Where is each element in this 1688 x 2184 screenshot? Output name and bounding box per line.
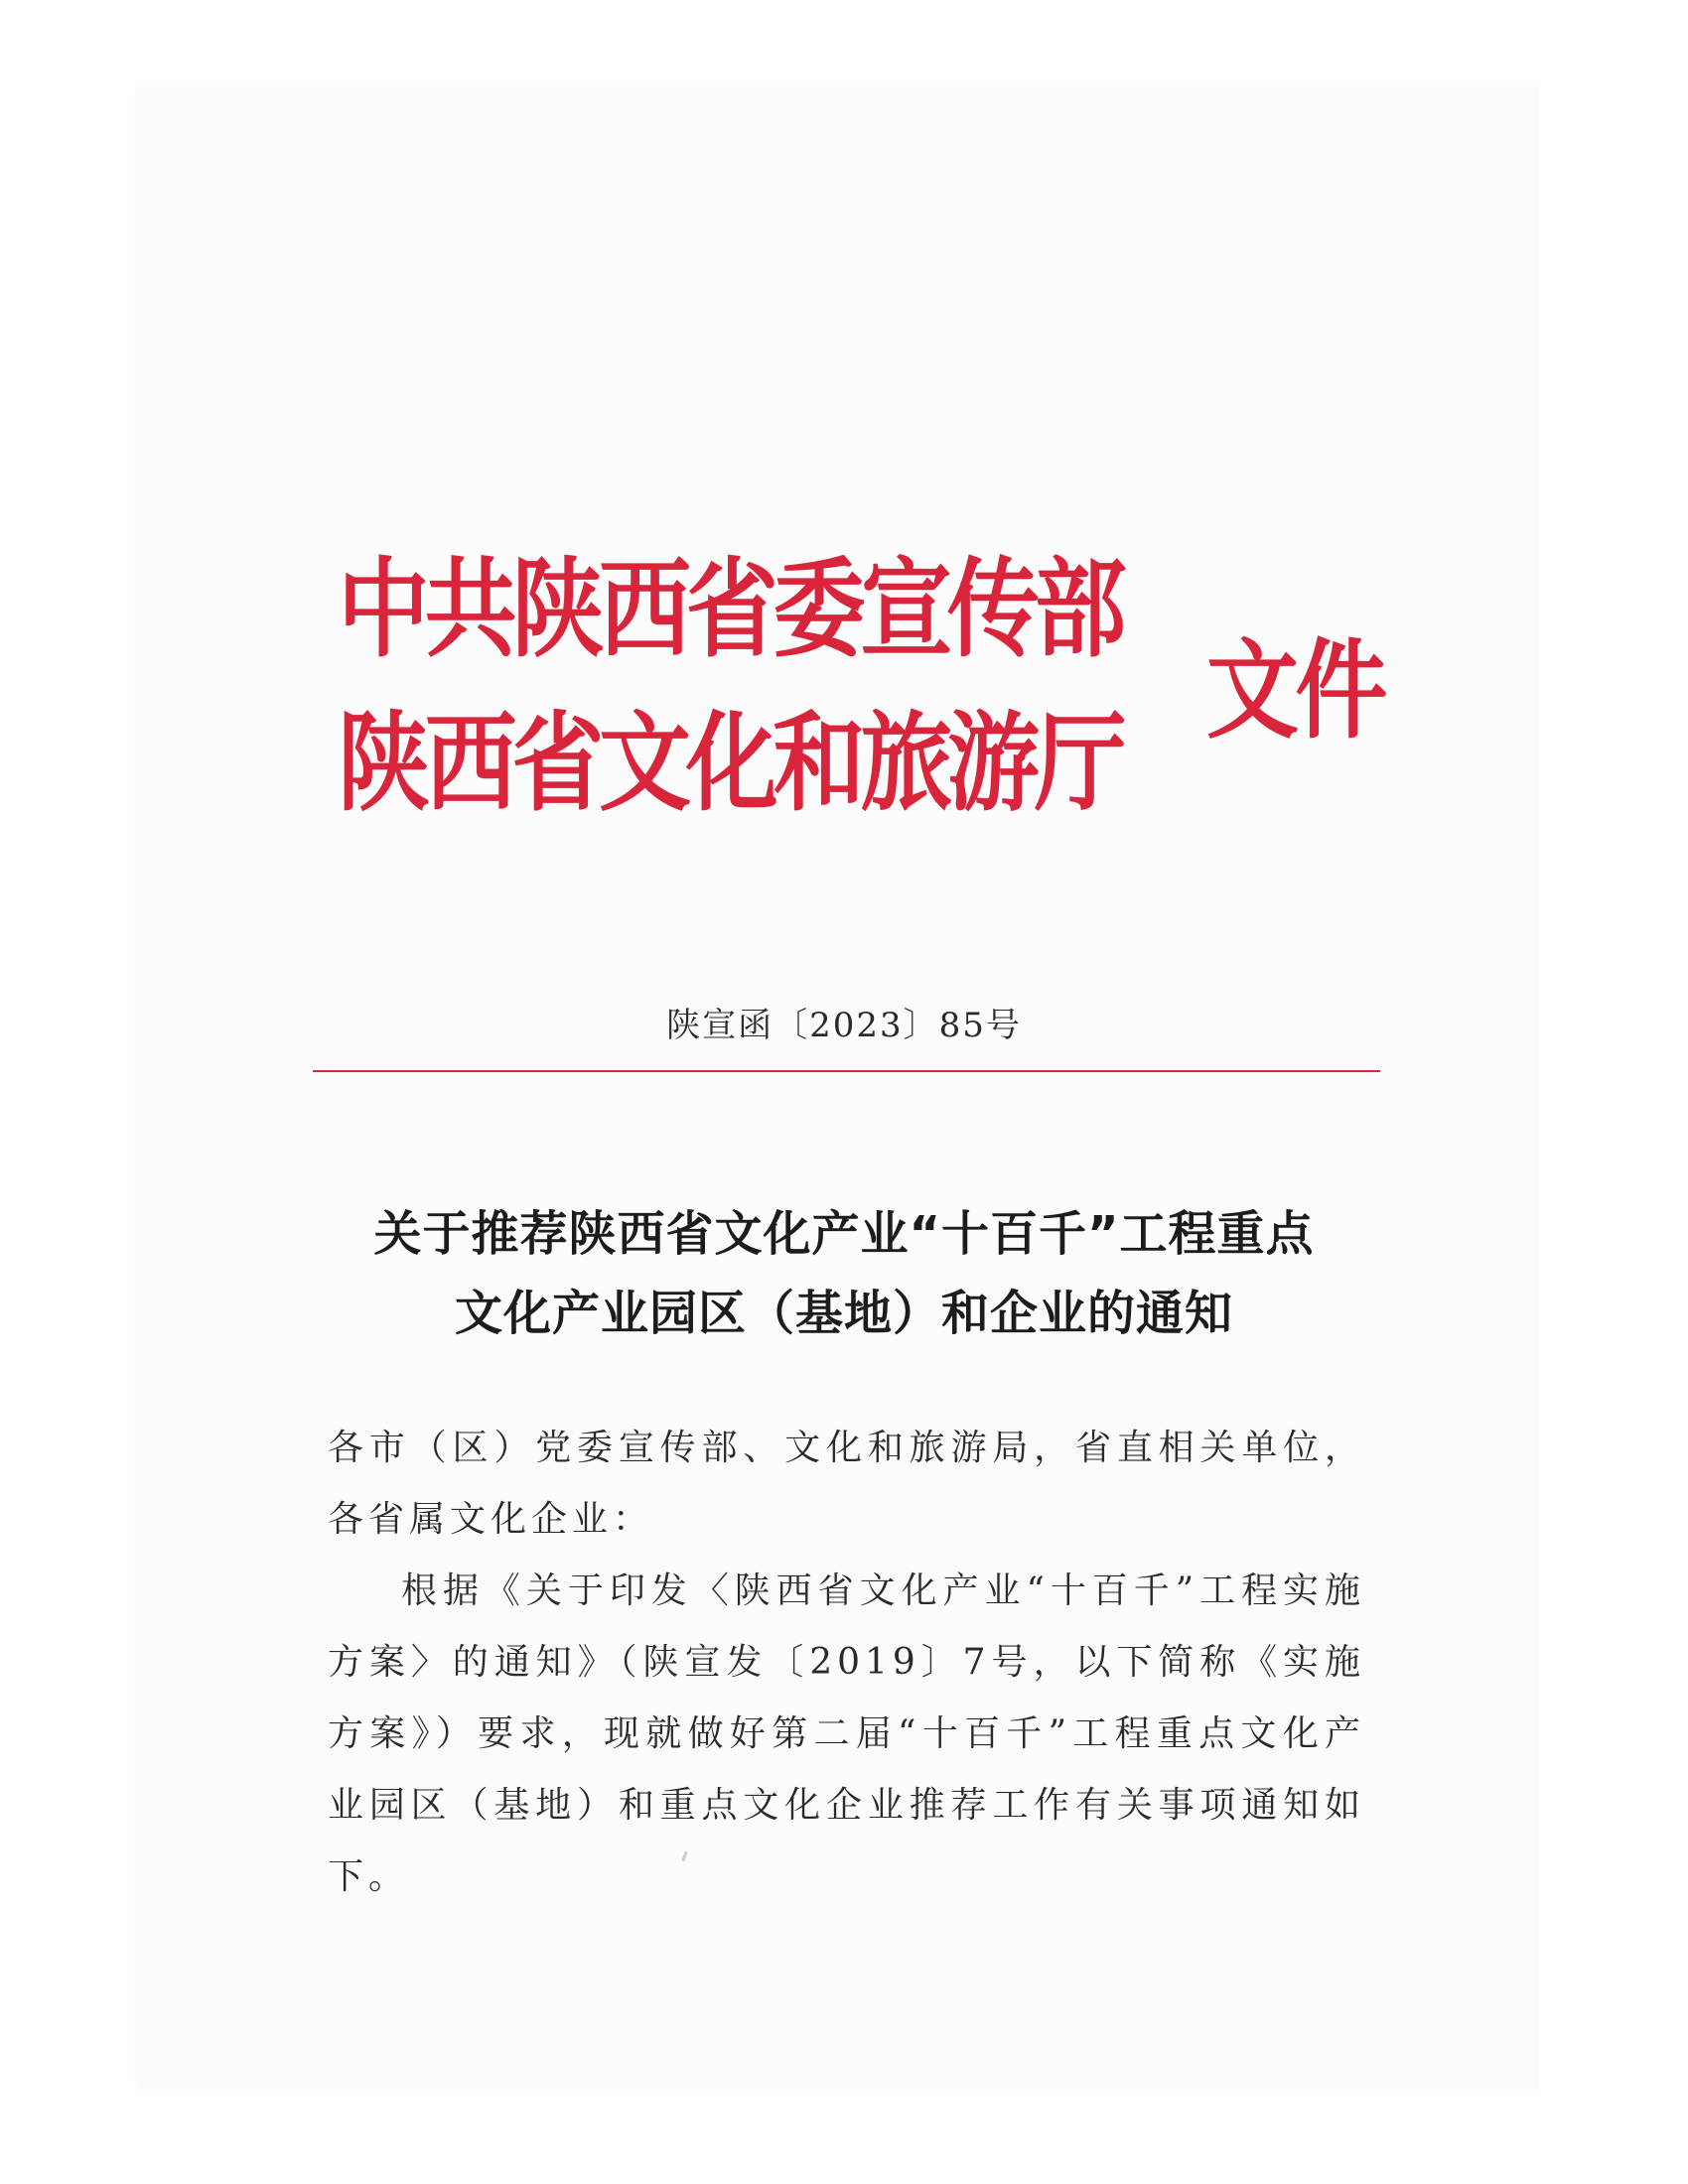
document-number: 陕宣函〔2023〕85号 [666,1006,1022,1045]
issuer-line-2: 陕西省文化和旅游厅 [338,702,1122,826]
red-divider-line [313,1070,1380,1072]
document-type-label: 文件 [1206,629,1384,753]
document-body [328,1413,1365,1913]
issuer-line-1: 中共陕西省委宣传部 [338,548,1122,672]
document-header [338,521,1384,879]
document-title [0,1194,1688,1353]
salutation: 各市（区）党委宣传部、文化和旅游局，省直相关单位，各省属文化企业： [328,1428,1365,1540]
body-paragraph: 根据《关于印发〈陕西省文化产业“十百千”工程实施方案〉的通知》（陕宣发〔2019〕7号，以下简称《实施方案》）要求，现就做好第二届“十百千”工程重点文化产业园区（基地）和重点文化企业推荐工作有关事项通知如下。 [328,1570,1365,1897]
title-line-1: 关于推荐陕西省文化产业“十百千”工程重点 [373,1206,1315,1262]
title-line-2: 文化产业园区（基地）和企业的通知 [454,1286,1233,1341]
